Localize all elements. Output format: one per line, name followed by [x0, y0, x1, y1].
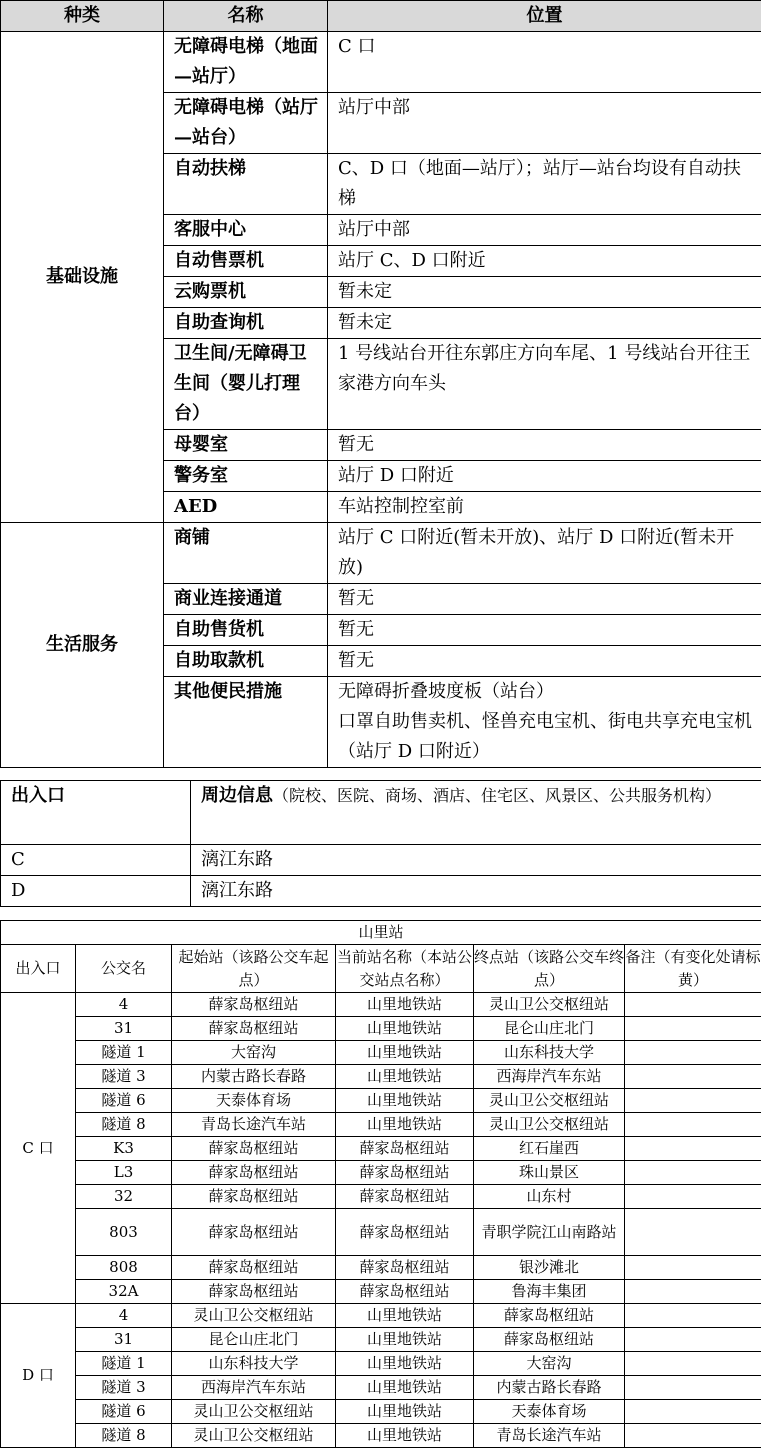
bus-end-cell: 山东科技大学	[474, 1041, 625, 1065]
bus-end-cell: 鲁海丰集团	[474, 1280, 625, 1304]
bus-line-cell: 32A	[76, 1280, 172, 1304]
table-row	[1, 1424, 761, 1448]
bus-current-cell: 山里地铁站	[336, 1352, 474, 1376]
facility-name: 云购票机	[164, 277, 328, 308]
location-text: 暂无	[338, 584, 755, 614]
surroundings-note: （院校、医院、商场、酒店、住宅区、风景区、公共服务机构）	[273, 786, 721, 805]
location-text: 无障碍折叠坡度板（站台）	[338, 677, 755, 707]
location-text: 站厅 C、D 口附近	[338, 246, 755, 276]
bus-remark-cell	[625, 1185, 761, 1209]
bus-line-cell: 隧道 6	[76, 1400, 172, 1424]
bus-current-cell: 山里地铁站	[336, 1328, 474, 1352]
category-cell: 生活服务	[1, 523, 164, 768]
bus-end-cell: 灵山卫公交枢纽站	[474, 993, 625, 1017]
bus-end-cell: 青职学院江山南路站	[474, 1209, 625, 1256]
bus-current-cell: 山里地铁站	[336, 1089, 474, 1113]
facility-location	[328, 430, 761, 461]
bus-start-cell: 薛家岛枢纽站	[172, 1209, 336, 1256]
facility-name: 无障碍电梯（站厅—站台）	[164, 93, 328, 154]
facility-location	[328, 461, 761, 492]
facility-name: 母婴室	[164, 430, 328, 461]
bus-remark-cell	[625, 1352, 761, 1376]
facility-name: AED	[164, 492, 328, 523]
table-row	[1, 1376, 761, 1400]
bus-remark-cell	[625, 1041, 761, 1065]
bus-start-cell: 西海岸汽车东站	[172, 1376, 336, 1400]
bus-current-cell: 山里地铁站	[336, 1017, 474, 1041]
facility-name: 自助售货机	[164, 615, 328, 646]
facility-location	[328, 215, 761, 246]
bus-current-cell: 薛家岛枢纽站	[336, 1280, 474, 1304]
bus-current-cell: 山里地铁站	[336, 1113, 474, 1137]
bus-line-cell: 808	[76, 1256, 172, 1280]
bus-start-cell: 灵山卫公交枢纽站	[172, 1424, 336, 1448]
table-row	[1, 1352, 761, 1376]
table-row	[1, 1400, 761, 1424]
bus-start-cell: 薛家岛枢纽站	[172, 1185, 336, 1209]
basic-facilities-group	[1, 32, 761, 523]
life-services-group	[1, 523, 761, 768]
bus-current-cell: 薛家岛枢纽站	[336, 1137, 474, 1161]
facilities-header-row	[1, 1, 761, 32]
bus-start-cell: 昆仑山庄北门	[172, 1328, 336, 1352]
location-text: 暂无	[338, 615, 755, 645]
location-text: 1 号线站台开往东郭庄方向车尾、1 号线站台开往王家港方向车头	[338, 339, 755, 399]
bus-line-cell: 803	[76, 1209, 172, 1256]
bus-remark-cell	[625, 1209, 761, 1256]
bus-end-cell: 薛家岛枢纽站	[474, 1328, 625, 1352]
facility-name: 自动售票机	[164, 246, 328, 277]
table-row	[1, 1328, 761, 1352]
facility-location	[328, 584, 761, 615]
facility-location	[328, 246, 761, 277]
facility-name: 自助查询机	[164, 308, 328, 339]
location-text: 暂未定	[338, 308, 755, 338]
table-row	[1, 1017, 761, 1041]
table-row	[1, 1089, 761, 1113]
facility-name: 其他便民措施	[164, 677, 328, 768]
bus-remark-cell	[625, 1376, 761, 1400]
bus-current-cell: 山里地铁站	[336, 1041, 474, 1065]
table-row	[1, 1065, 761, 1089]
bus-start-cell: 山东科技大学	[172, 1352, 336, 1376]
bus-start-cell: 薛家岛枢纽站	[172, 993, 336, 1017]
bus-end-cell: 灵山卫公交枢纽站	[474, 1113, 625, 1137]
bus-end-cell: 银沙滩北	[474, 1256, 625, 1280]
bus-start-cell: 薛家岛枢纽站	[172, 1280, 336, 1304]
table-row	[1, 1161, 761, 1185]
bus-start-cell: 薛家岛枢纽站	[172, 1161, 336, 1185]
facility-name: 自助取款机	[164, 646, 328, 677]
bus-start-cell: 灵山卫公交枢纽站	[172, 1304, 336, 1328]
bus-start-cell: 薛家岛枢纽站	[172, 1017, 336, 1041]
facility-name: 警务室	[164, 461, 328, 492]
bus-end-cell: 红石崖西	[474, 1137, 625, 1161]
facility-name: 商铺	[164, 523, 328, 584]
col-header-surroundings	[191, 781, 761, 845]
bus-end-cell: 珠山景区	[474, 1161, 625, 1185]
table-row	[1, 1256, 761, 1280]
facility-location	[328, 523, 761, 584]
location-text: 暂未定	[338, 277, 755, 307]
facility-location	[328, 154, 761, 215]
table-row	[1, 1137, 761, 1161]
bus-current-cell: 薛家岛枢纽站	[336, 1161, 474, 1185]
station-name: 山里站	[1, 921, 761, 945]
bus-end-cell: 内蒙古路长春路	[474, 1376, 625, 1400]
bus-line-cell: 31	[76, 1017, 172, 1041]
table-row	[1, 1113, 761, 1137]
location-text: 暂无	[338, 430, 755, 460]
table-row	[1, 1209, 761, 1256]
table-row	[1, 523, 761, 584]
category-cell: 基础设施	[1, 32, 164, 523]
bus-current-cell: 山里地铁站	[336, 1424, 474, 1448]
location-text: 暂无	[338, 646, 755, 676]
bus-line-cell: 31	[76, 1328, 172, 1352]
facility-name: 商业连接通道	[164, 584, 328, 615]
facility-name: 客服中心	[164, 215, 328, 246]
bus-line-cell: 4	[76, 1304, 172, 1328]
station-title-row	[1, 921, 761, 945]
facility-location	[328, 646, 761, 677]
location-text: 站厅中部	[338, 215, 755, 245]
bus-current-cell: 薛家岛枢纽站	[336, 1185, 474, 1209]
bus-current-cell: 山里地铁站	[336, 1400, 474, 1424]
facility-location	[328, 93, 761, 154]
facility-location	[328, 615, 761, 646]
bus-line-cell: 隧道 8	[76, 1113, 172, 1137]
bus-start-cell: 天泰体育场	[172, 1089, 336, 1113]
col-header-exit: 出入口	[1, 781, 191, 845]
surroundings-title: 周边信息	[201, 785, 273, 806]
bus-remark-cell	[625, 1256, 761, 1280]
bus-current-cell: 薛家岛枢纽站	[336, 1256, 474, 1280]
bus-line-cell: 隧道 6	[76, 1089, 172, 1113]
bus-end-cell: 山东村	[474, 1185, 625, 1209]
bus-line-cell: 隧道 8	[76, 1424, 172, 1448]
exit-cell: D 口	[1, 1304, 76, 1448]
bus-end-cell: 大窑沟	[474, 1352, 625, 1376]
bus-start-cell: 薛家岛枢纽站	[172, 1256, 336, 1280]
surroundings-table	[0, 780, 761, 907]
facility-name: 自动扶梯	[164, 154, 328, 215]
facility-name: 卫生间/无障碍卫生间（婴儿打理台）	[164, 339, 328, 430]
table-row	[1, 845, 761, 876]
table-row	[1, 32, 761, 93]
location-text: 站厅 C 口附近(暂未开放)、站厅 D 口附近(暂未开放)	[338, 523, 755, 583]
table-row	[1, 993, 761, 1017]
info-cell: 漓江东路	[191, 845, 761, 876]
bus-remark-cell	[625, 1113, 761, 1137]
facility-location	[328, 677, 761, 768]
table-row	[1, 876, 761, 907]
location-text-extra: 口罩自助售卖机、怪兽充电宝机、街电共享充电宝机（站厅 D 口附近）	[338, 707, 755, 767]
col-header-category: 种类	[1, 1, 164, 32]
location-text: 车站控制控室前	[338, 492, 755, 522]
bus-remark-cell	[625, 1137, 761, 1161]
bus-end-cell: 天泰体育场	[474, 1400, 625, 1424]
bus-start-cell: 内蒙古路长春路	[172, 1065, 336, 1089]
table-row	[1, 1280, 761, 1304]
info-cell: 漓江东路	[191, 876, 761, 907]
col-header-end: 终点站（该路公交车终点）	[474, 945, 625, 993]
bus-remark-cell	[625, 1424, 761, 1448]
col-header-location: 位置	[328, 1, 761, 32]
bus-end-cell: 青岛长途汽车站	[474, 1424, 625, 1448]
bus-remark-cell	[625, 1161, 761, 1185]
col-header-remark: 备注（有变化处请标黄）	[625, 945, 761, 993]
bus-start-cell: 大窑沟	[172, 1041, 336, 1065]
bus-start-cell: 青岛长途汽车站	[172, 1113, 336, 1137]
facility-location	[328, 339, 761, 430]
bus-line-cell: 隧道 3	[76, 1376, 172, 1400]
bus-line-cell: L3	[76, 1161, 172, 1185]
bus-lines-table	[0, 920, 761, 1448]
table-row	[1, 1304, 761, 1328]
bus-end-cell: 薛家岛枢纽站	[474, 1304, 625, 1328]
bus-remark-cell	[625, 1304, 761, 1328]
bus-remark-cell	[625, 1328, 761, 1352]
bus-remark-cell	[625, 1089, 761, 1113]
bus-remark-cell	[625, 1400, 761, 1424]
exit-cell: D	[1, 876, 191, 907]
bus-remark-cell	[625, 993, 761, 1017]
facility-location	[328, 277, 761, 308]
bus-line-cell: 32	[76, 1185, 172, 1209]
exit-cell: C 口	[1, 993, 76, 1304]
location-text: C、D 口（地面—站厅）；站厅—站台均设有自动扶梯	[338, 154, 755, 214]
facility-location	[328, 308, 761, 339]
bus-line-cell: 隧道 1	[76, 1352, 172, 1376]
col-header-current: 当前站名称（本站公交站点名称）	[336, 945, 474, 993]
bus-current-cell: 山里地铁站	[336, 1376, 474, 1400]
col-header-exit: 出入口	[1, 945, 76, 993]
col-header-start: 起始站（该路公交车起点）	[172, 945, 336, 993]
bus-line-cell: K3	[76, 1137, 172, 1161]
exit-cell: C	[1, 845, 191, 876]
table-row	[1, 1041, 761, 1065]
bus-remark-cell	[625, 1017, 761, 1041]
bus-line-cell: 4	[76, 993, 172, 1017]
bus-line-cell: 隧道 1	[76, 1041, 172, 1065]
col-header-name: 名称	[164, 1, 328, 32]
location-text: 站厅 D 口附近	[338, 461, 755, 491]
bus-end-cell: 昆仑山庄北门	[474, 1017, 625, 1041]
bus-end-cell: 灵山卫公交枢纽站	[474, 1089, 625, 1113]
bus-start-cell: 薛家岛枢纽站	[172, 1137, 336, 1161]
facility-name: 无障碍电梯（地面—站厅）	[164, 32, 328, 93]
bus-current-cell: 山里地铁站	[336, 993, 474, 1017]
table-row	[1, 1185, 761, 1209]
bus-remark-cell	[625, 1280, 761, 1304]
facility-location	[328, 32, 761, 93]
bus-line-cell: 隧道 3	[76, 1065, 172, 1089]
bus-current-cell: 山里地铁站	[336, 1304, 474, 1328]
bus-current-cell: 山里地铁站	[336, 1065, 474, 1089]
surroundings-header-row	[1, 781, 761, 845]
col-header-line: 公交名	[76, 945, 172, 993]
bus-end-cell: 西海岸汽车东站	[474, 1065, 625, 1089]
bus-start-cell: 灵山卫公交枢纽站	[172, 1400, 336, 1424]
location-text: 站厅中部	[338, 93, 755, 123]
location-text: C 口	[338, 32, 755, 62]
bus-current-cell: 薛家岛枢纽站	[336, 1209, 474, 1256]
bus-header-row	[1, 945, 761, 993]
bus-remark-cell	[625, 1065, 761, 1089]
facility-location	[328, 492, 761, 523]
